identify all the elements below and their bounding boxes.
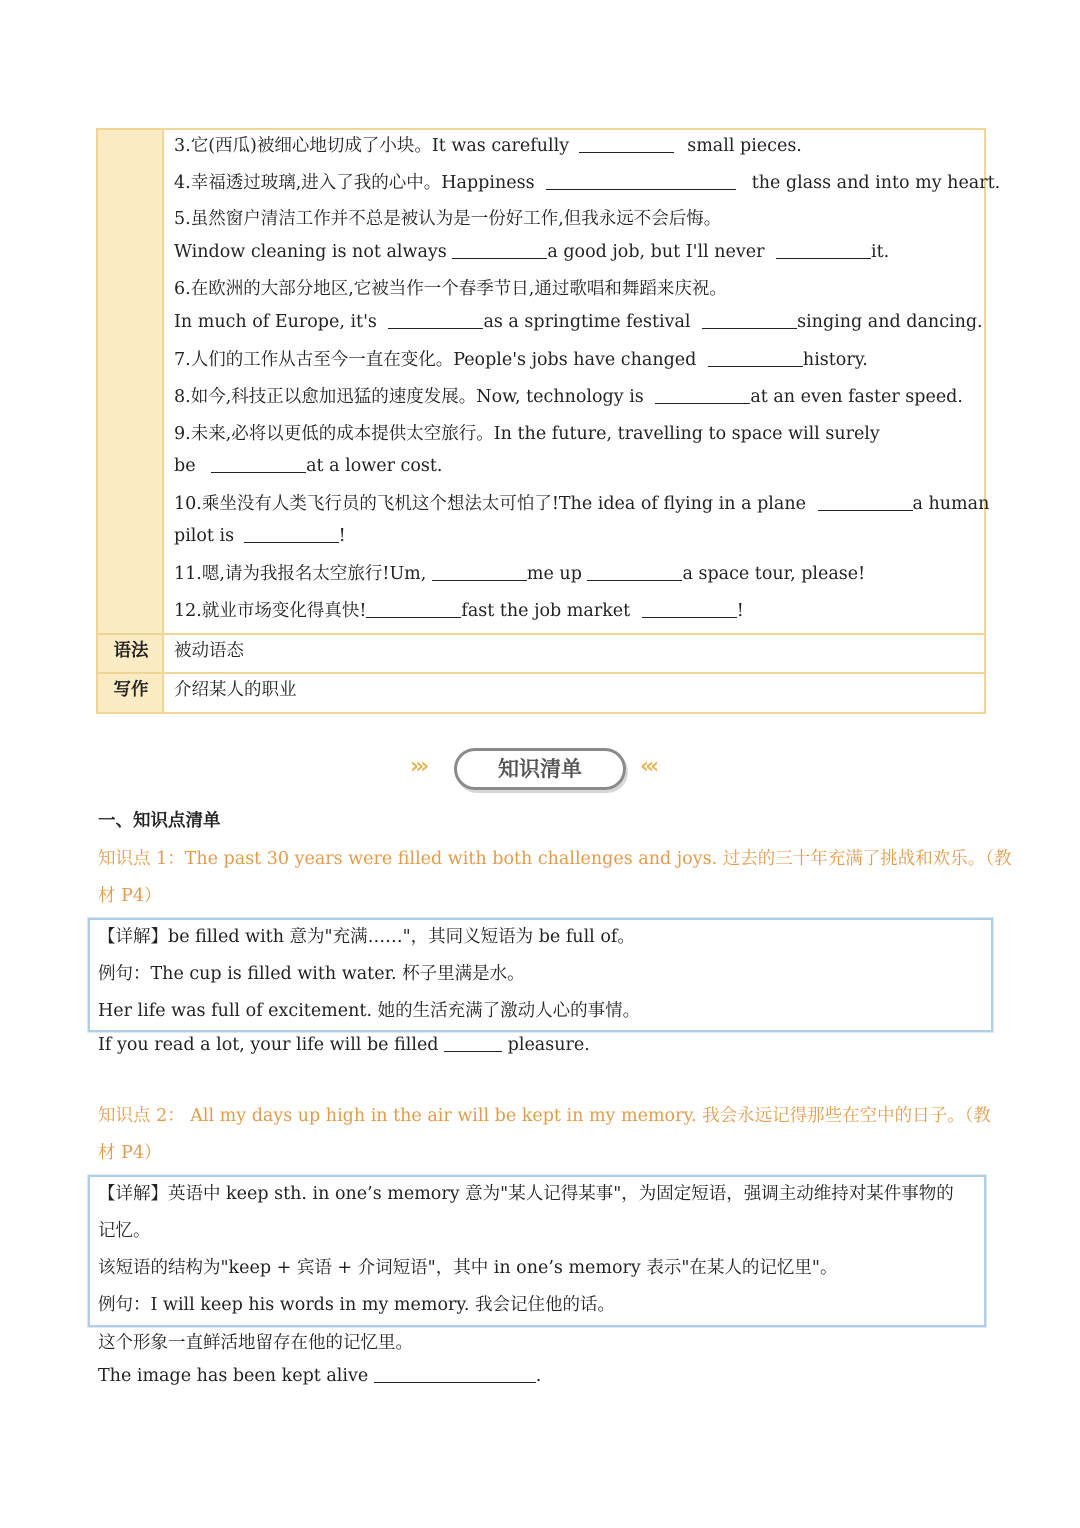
blank[interactable] [818,494,913,511]
blank[interactable] [452,242,547,259]
table-line-3: 3.它(西瓜)被细心地切成了小块。It was carefully small pieces. [174,136,802,156]
table-divider [98,672,984,674]
kp2-exercise-en: The image has been kept alive . [98,1366,542,1386]
table-line-8: 8.如今,科技正以愈加迅猛的速度发展。Now, technology is at an even faster speed. [174,387,963,407]
table-line-9-cont: be at a lower cost. [174,456,443,476]
blank[interactable] [655,387,750,404]
kp2-detail-box [88,1175,986,1327]
section-heading: 一、知识点清单 [98,811,221,831]
kp1-title: 知识点 1：The past 30 years were filled with both challenges and joys. 过去的三十年充满了挑战和欢乐。（教 [98,849,1012,869]
blank[interactable] [388,312,483,329]
blank[interactable] [444,1035,502,1052]
kp2-title: 知识点 2： All my days up high in the air will be kept in my memory. 我会永远记得那些在空中的日子。（教 [98,1106,991,1126]
table-line-10: 10.乘坐没有人类飞行员的飞机这个想法太可怕了!The idea of flying in a plane a human [174,494,990,514]
table-line-9: 9.未来,必将以更低的成本提供太空旅行。In the future, travelling to space will surely [174,424,880,444]
kp1-detail-box [88,918,993,1032]
vocabulary-table [96,128,1001,714]
blank[interactable] [244,526,339,543]
kp1-example-line: Her life was full of excitement. 她的生活充满了激动人心的事情。 [98,1001,641,1021]
chevrons-left-icon: ‹‹‹ [640,754,656,779]
blank[interactable] [374,1366,536,1383]
kp1-exercise: If you read a lot, your life will be filled pleasure. [98,1035,590,1055]
kp2-detail-line: 记忆。 [98,1221,151,1241]
blank[interactable] [708,350,803,367]
blank[interactable] [579,136,674,153]
table-line-12: 12.就业市场变化得真快! fast the job market ! [174,601,744,621]
table-line-4: 4.幸福透过玻璃,进入了我的心中。Happiness the glass and into my heart. [174,173,1001,193]
kp1-detail-line: 【详解】be filled with 意为"充满……"，其同义短语为 be full of。 [98,927,635,947]
knowledge-list-banner [408,744,672,800]
chevrons-right-icon: ››› [410,754,426,779]
table-line-5-cn: 5.虽然窗户清洁工作并不总是被认为是一份好工作,但我永远不会后悔。 [174,209,722,229]
table-line-7: 7.人们的工作从古至今一直在变化。People's jobs have changed history. [174,350,868,370]
kp2-title-cont: 材 P4） [98,1143,162,1163]
table-line-6-cn: 6.在欧洲的大部分地区,它被当作一个春季节日,通过歌唱和舞蹈来庆祝。 [174,279,727,299]
blank[interactable] [587,564,682,581]
grammar-value: 被动语态 [174,641,244,661]
blank[interactable] [776,242,871,259]
blank[interactable] [211,456,306,473]
table-left-column [98,130,164,712]
blank[interactable] [366,601,461,618]
banner-title: 知识清单 [498,757,582,781]
writing-value: 介绍某人的职业 [174,680,297,700]
table-line-10-cont: pilot is ! [174,526,346,546]
kp1-example-line: 例句：The cup is filled with water. 杯子里满是水。 [98,964,525,984]
kp2-detail-line: 【详解】英语中 keep sth. in one’s memory 意为"某人记得某事"，为固定短语，强调主动维持对某件事物的 [98,1184,954,1204]
kp2-structure-line: 该短语的结构为"keep + 宾语 + 介词短语"，其中 in one’s memory 表示"在某人的记忆里"。 [98,1258,838,1278]
kp2-exercise-cn: 这个形象一直鲜活地留存在他的记忆里。 [98,1333,413,1353]
writing-label: 写作 [113,680,149,700]
table-line-5-en: Window cleaning is not always a good job, but I'll never it. [174,242,890,262]
kp2-example-line: 例句：I will keep his words in my memory. 我会记住他的话。 [98,1295,616,1315]
table-divider [98,633,984,635]
kp1-title-cont: 材 P4） [98,886,162,906]
table-line-11: 11.嗯,请为我报名太空旅行!Um, me up a space tour, please! [174,564,866,584]
table-line-6-en: In much of Europe, it's as a springtime festival singing and dancing. [174,312,983,332]
blank[interactable] [432,564,527,581]
blank[interactable] [642,601,737,618]
blank[interactable] [546,173,736,190]
grammar-label: 语法 [113,641,149,661]
banner-pill [454,748,626,790]
blank[interactable] [702,312,797,329]
